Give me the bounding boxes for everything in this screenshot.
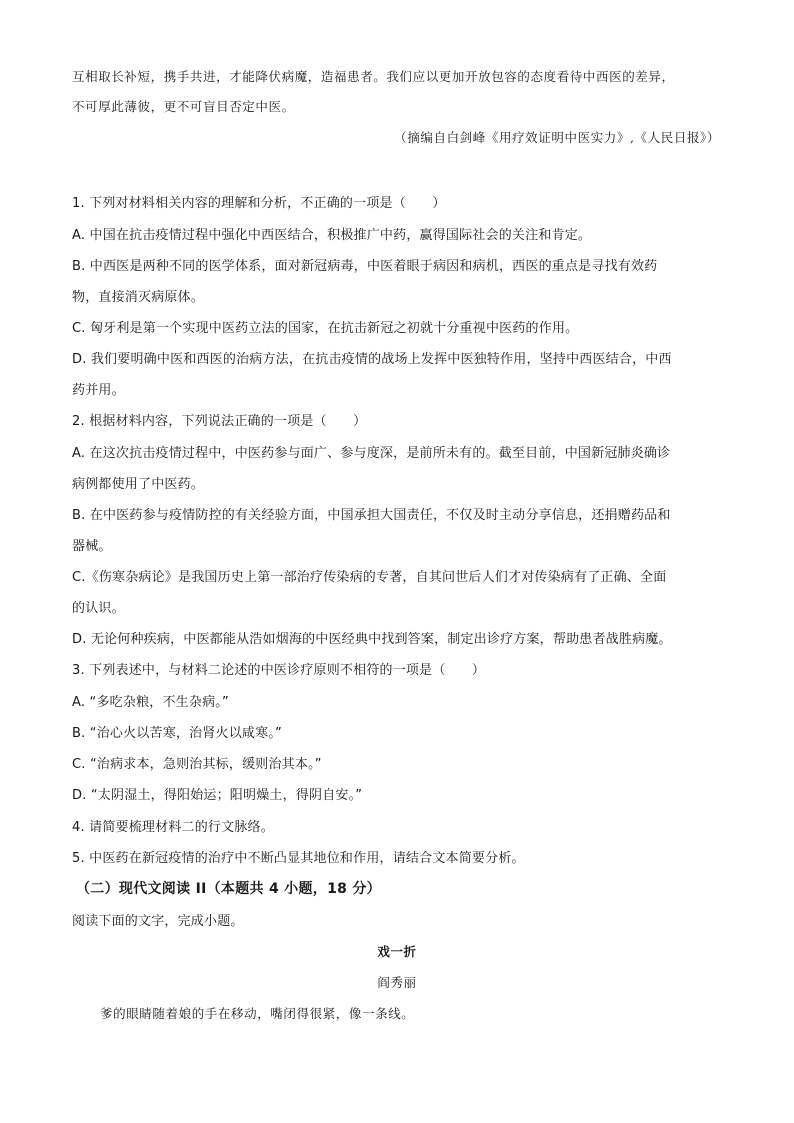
question-1-option-c: C. 匈牙利是第一个实现中医药立法的国家，在抗击新冠之初就十分重视中医药的作用。 (72, 321, 579, 336)
passage-line: 不可厚此薄彼，更不可盲目否定中医。 (72, 99, 295, 114)
question-1-option-d-line2: 药并用。 (72, 383, 125, 398)
question-2-option-b-line2: 器械。 (72, 539, 112, 554)
question-1-option-b-line1: B. 中西医是两种不同的医学体系，面对新冠病毒，中医着眼于病因和病机，西医的重点是寻找有效药 (72, 259, 658, 274)
question-2-stem: 2. 根据材料内容，下列说法正确的一项是（ ） (72, 414, 367, 429)
question-3-stem: 3. 下列表述中，与材料二论述的中医诊疗原则不相符的一项是（ ） (72, 663, 486, 678)
question-2-option-b-line1: B. 在中医药参与疫情防控的有关经验方面，中国承担大国责任，不仅及时主动分享信息，还捐赠药品和 (72, 508, 671, 523)
question-2-option-d: D. 无论何种疾病，中医都能从浩如烟海的中医经典中找到答案，制定出诊疗方案，帮助患者战胜病魔。 (72, 632, 672, 647)
reading-instruction: 阅读下面的文字，完成小题。 (72, 914, 244, 929)
question-1-stem: 1. 下列对材料相关内容的理解和分析，不正确的一项是（ ） (72, 196, 446, 211)
story-paragraph: 爹的眼睛随着娘的手在移动，嘴闭得很紧，像一条线。 (100, 1006, 415, 1021)
question-2-option-c-line2: 的认识。 (72, 601, 125, 616)
passage-paragraph (72, 62, 722, 122)
question-3-option-c: C. “治病求本，急则治其标，缓则治其本。” (72, 757, 322, 772)
question-2-option-a-line1: A. 在这次抗击疫情过程中，中医药参与面广、参与度深，是前所未有的。截至目前，中国新冠肺炎确诊 (72, 446, 671, 461)
passage-line: 互相取长补短，携手共进，才能降伏病魔，造福患者。我们应以更加开放包容的态度看待中西医的差异， (72, 69, 675, 84)
question-5: 5. 中医药在新冠疫情的治疗中不断凸显其地位和作用，请结合文本简要分析。 (72, 851, 525, 866)
question-3-option-a: A. “多吃杂粮，不生杂病。” (72, 695, 229, 710)
question-1-option-a: A. 中国在抗击疫情过程中强化中西医结合，积极推广中药，赢得国际社会的关注和肯定。 (72, 228, 592, 243)
citation: （摘编自白剑峰《用疗效证明中医实力》,《人民日报》） (394, 130, 720, 145)
section-heading: （二）现代文阅读 II（本题共 4 小题，18 分） (76, 881, 381, 897)
question-1-option-d-line1: D. 我们要明确中医和西医的治病方法，在抗击疫情的战场上发挥中医独特作用，坚持中西医结合，中西 (72, 352, 672, 367)
question-3-option-d: D. “太阴湿土，得阳始运；阳明燥土，得阴自安。” (72, 788, 363, 803)
question-2-option-c-line1: C.《伤寒杂病论》是我国历史上第一部治疗传染病的专著，自其问世后人们才对传染病有了正确、全面 (72, 570, 667, 585)
question-2-option-a-line2: 病例都使用了中医药。 (72, 477, 205, 492)
question-3-option-b: B. “治心火以苦寒，治肾火以咸寒。” (72, 726, 282, 741)
story-title: 戏一折 (377, 944, 417, 959)
question-4: 4. 请简要梳理材料二的行文脉络。 (72, 820, 274, 835)
story-author: 阎秀丽 (377, 975, 417, 990)
question-1-option-b-line2: 物，直接消灭病原体。 (72, 290, 205, 305)
